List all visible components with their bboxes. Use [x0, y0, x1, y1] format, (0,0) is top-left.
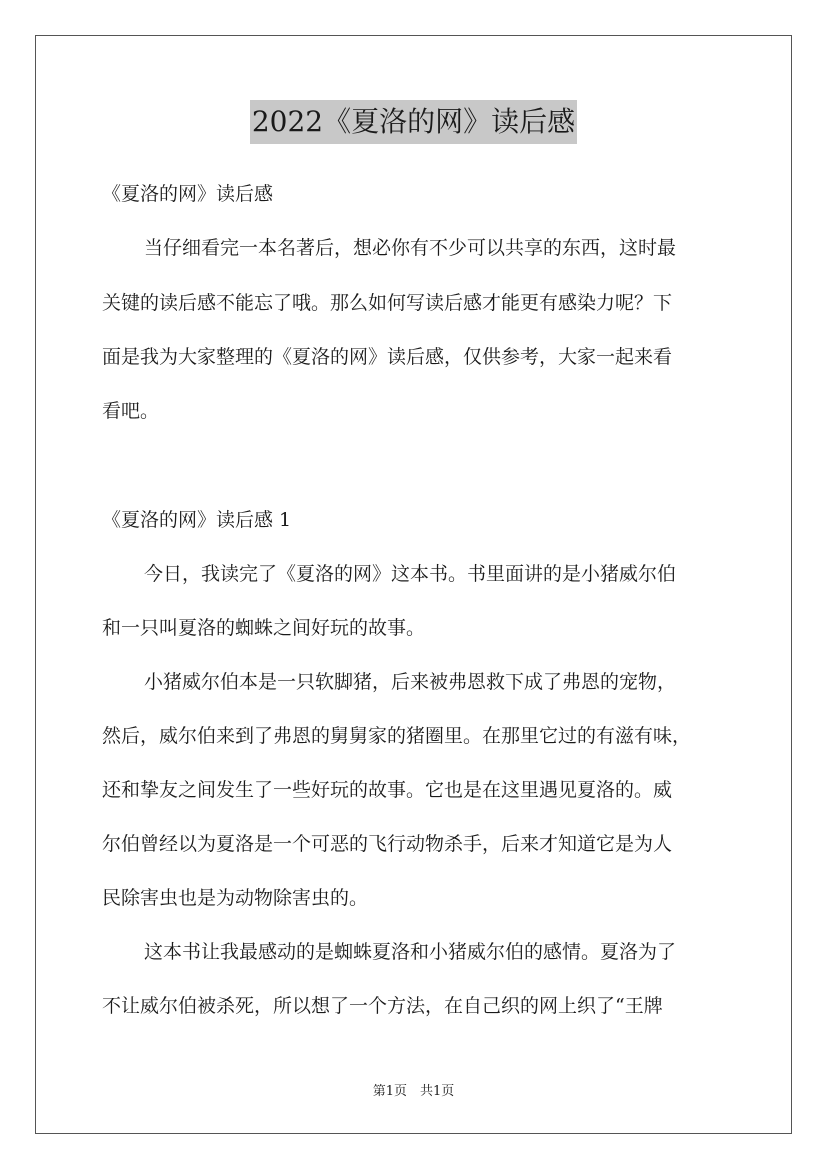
paragraph-line: 今日，我读完了《夏洛的网》这本书。书里面讲的是小猪威尔伯 [144, 563, 677, 585]
paragraph-line: 不让威尔伯被杀死，所以想了一个方法，在自己织的网上织了“王牌 [102, 995, 663, 1017]
document-title: 2022《夏洛的网》读后感 [250, 100, 577, 144]
title-wrap [0, 100, 827, 144]
intro-line: 面是我为大家整理的《夏洛的网》读后感，仅供参考，大家一起来看 [102, 346, 673, 368]
paragraph-line: 尔伯曾经以为夏洛是一个可恶的飞行动物杀手，后来才知道它是为人 [102, 833, 673, 855]
paragraph-line: 然后，威尔伯来到了弗恩的舅舅家的猪圈里。在那里它过的有滋有味， [102, 725, 692, 747]
subtitle: 《夏洛的网》读后感 [102, 183, 274, 205]
paragraph-line: 民除害虫也是为动物除害虫的。 [102, 887, 369, 909]
paragraph-line: 这本书让我最感动的是蜘蛛夏洛和小猪威尔伯的感情。夏洛为了 [144, 941, 677, 963]
intro-line: 当仔细看完一本名著后，想必你有不少可以共享的东西，这时最 [144, 237, 677, 259]
paragraph-line: 和一只叫夏洛的蜘蛛之间好玩的故事。 [102, 617, 426, 639]
paragraph-line: 还和挚友之间发生了一些好玩的故事。它也是在这里遇见夏洛的。威 [102, 779, 673, 801]
intro-line: 看吧。 [102, 400, 160, 422]
paragraph-line: 小猪威尔伯本是一只软脚猪，后来被弗恩救下成了弗恩的宠物， [144, 671, 677, 693]
page-footer: 第1页 共1页 [372, 1084, 455, 1099]
section-heading: 《夏洛的网》读后感 1 [102, 509, 292, 531]
intro-line: 关键的读后感不能忘了哦。那么如何写读后感才能更有感染力呢？下 [102, 292, 673, 314]
